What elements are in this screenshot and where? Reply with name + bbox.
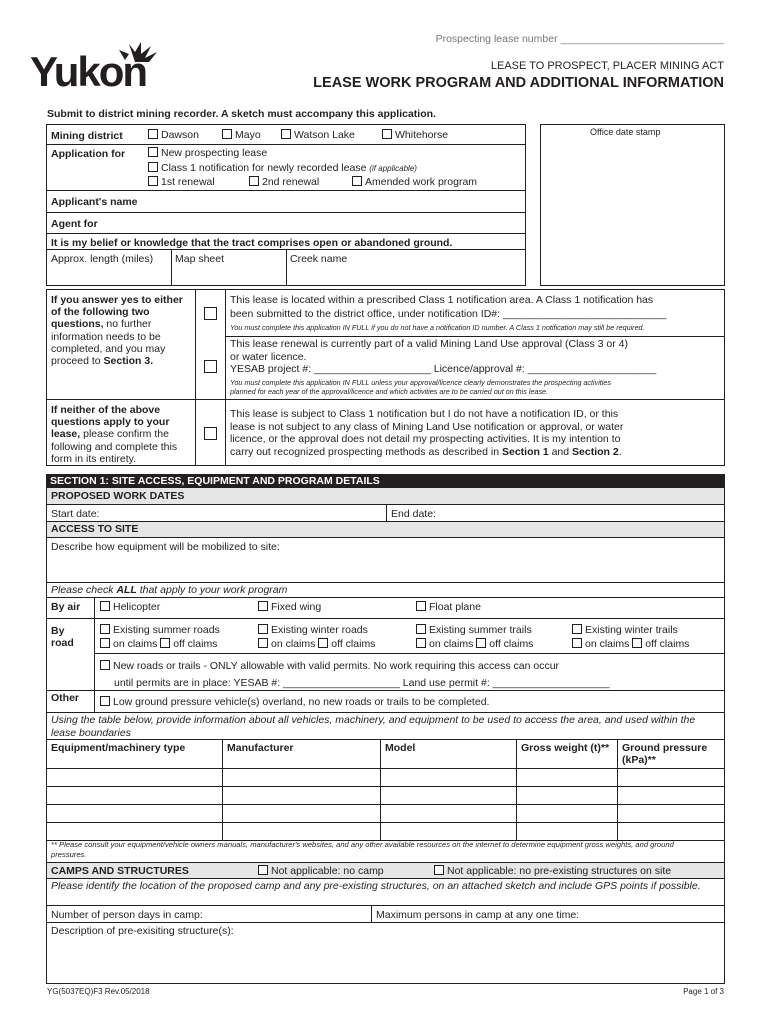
off-claims-checkbox[interactable] (160, 638, 170, 648)
district-label: Dawson (161, 129, 199, 141)
app-second-renewal-option[interactable] (249, 176, 319, 188)
q2-note: planned for each year of the approval/licence and which activities are to be carried out on this lease. (230, 386, 549, 396)
on-claims-checkbox[interactable] (572, 638, 582, 648)
on-claims-checkbox[interactable] (416, 638, 426, 648)
side-note-bold: If you answer yes to either of the following two questions, (51, 294, 183, 331)
checkbox[interactable] (148, 129, 158, 139)
person-days-label: Number of person days in camp: (51, 909, 203, 921)
q3-text-part: and (548, 446, 573, 459)
q3-line: lease is not subject to any class of Mining Land Use notification or approval, or water (230, 420, 624, 433)
no-camp-option[interactable] (258, 865, 384, 877)
checkbox[interactable] (572, 624, 582, 634)
side-note-section: Section 3. (103, 355, 154, 368)
work-dates-header: PROPOSED WORK DATES (47, 488, 724, 504)
end-date-label: End date: (391, 508, 436, 520)
q3-line: This lease is subject to Class 1 notification but I do not have a notification ID, or this (230, 408, 619, 420)
checkbox[interactable] (100, 601, 110, 611)
on-claims-checkbox[interactable] (100, 638, 110, 648)
map-sheet-label: Map sheet (175, 253, 225, 265)
yukon-logo (30, 40, 175, 95)
app-amended-option[interactable] (352, 176, 477, 188)
checkbox[interactable] (416, 624, 426, 634)
checkbox[interactable] (281, 129, 291, 139)
district-dawson[interactable] (148, 129, 199, 141)
district-whitehorse[interactable] (382, 129, 448, 141)
road-summer-trails[interactable] (416, 624, 533, 651)
checkbox[interactable] (249, 176, 259, 186)
table-header-row (47, 740, 725, 769)
checkbox[interactable] (352, 176, 362, 186)
mobilization-field[interactable] (50, 554, 720, 580)
fixed-wing-option[interactable] (258, 601, 321, 613)
by-air-label: By air (51, 601, 81, 613)
float-plane-option[interactable] (416, 601, 481, 613)
option-label: Helicopter (113, 601, 161, 613)
q3-text-part: carry out recognized prospecting methods as described in (230, 446, 502, 459)
road-winter-roads[interactable] (258, 624, 375, 651)
off-claims-checkbox[interactable] (632, 638, 642, 648)
page-title: LEASE WORK PROGRAM AND ADDITIONAL INFORMATION (313, 75, 724, 91)
no-structures-option[interactable] (434, 865, 671, 877)
option-note: (if applicable) (369, 164, 417, 173)
q3-checkbox[interactable] (204, 427, 217, 440)
checkbox[interactable] (148, 147, 158, 157)
column-header: Gross weight (t)** (517, 740, 618, 769)
option-label: Existing summer trails (429, 624, 532, 636)
checkbox[interactable] (258, 624, 268, 634)
checkbox[interactable] (434, 865, 444, 875)
camp-note: Please identify the location of the proposed camp and any pre-existing structures, on an attached sketch and include GPS points if possible. (51, 880, 701, 892)
new-roads-option[interactable] (100, 658, 609, 692)
agent-for-field[interactable] (120, 214, 520, 232)
checkbox[interactable] (100, 624, 110, 634)
table-row[interactable] (47, 769, 725, 787)
section1-title: SECTION 1: SITE ACCESS, EQUIPMENT AND PROGRAM DETAILS (46, 474, 725, 488)
option-label: on claims (585, 637, 630, 650)
q2-checkbox[interactable] (204, 360, 217, 373)
off-claims-checkbox[interactable] (318, 638, 328, 648)
start-date-label: Start date: (51, 508, 100, 520)
district-label: Mayo (235, 129, 261, 141)
option-label: Low ground pressure vehicle(s) overland, no new roads or trails to be completed. (113, 696, 490, 708)
checkbox[interactable] (100, 660, 110, 670)
table-row[interactable] (47, 805, 725, 823)
side-note-bold: If neither of the above questions apply to your lease, (51, 404, 170, 441)
side-note-text: no further information needs to be completed, and you may proceed to (51, 318, 166, 368)
side-note-1 (51, 294, 193, 367)
q1-note: You must complete this application IN FULL if you do not have a notification ID number. A Class 1 notification may still be required. (230, 323, 645, 332)
q1-line: been submitted to the district office, under notification ID#: ____________________________ (230, 307, 667, 320)
option-label: Not applicable: no camp (271, 865, 384, 877)
agent-for-label: Agent for (51, 218, 98, 230)
app-first-renewal-option[interactable] (148, 176, 215, 188)
column-header: Model (381, 740, 517, 769)
option-label: on claims (271, 637, 316, 650)
option-label: Float plane (429, 601, 481, 613)
option-label: 1st renewal (161, 176, 215, 188)
q2-line: or water licence. (230, 350, 307, 363)
option-label: on claims (429, 637, 474, 650)
option-label: Class 1 notification for newly recorded lease (161, 162, 367, 174)
low-ground-option[interactable] (100, 696, 489, 708)
checkbox[interactable] (258, 601, 268, 611)
checkbox[interactable] (382, 129, 392, 139)
instruction: Submit to district mining recorder. A sketch must accompany this application. (47, 108, 436, 120)
belief-statement: It is my belief or knowledge that the tract comprises open or abandoned ground. (51, 237, 453, 249)
lease-number-label: Prospecting lease number ____________________________ (435, 33, 724, 45)
applicant-name-label: Applicant's name (51, 196, 138, 208)
office-stamp-label: Office date stamp (590, 127, 661, 137)
option-label: off claims (173, 637, 218, 650)
camps-header: CAMPS AND STRUCTURES (51, 865, 189, 877)
option-label: New prospecting lease (161, 147, 268, 159)
option-label: 2nd renewal (262, 176, 320, 188)
side-note-text: please confirm the following and complete this form in its entirety. (51, 428, 178, 465)
app-class1-option[interactable] (148, 162, 417, 174)
option-label: off claims (645, 637, 690, 650)
access-header: ACCESS TO SITE (47, 522, 724, 537)
option-label: Fixed wing (271, 601, 322, 613)
footnote: ** Please consult your equipment/vehicle owners manuals, manufacturer's websites, and any other available resources on the internet to determine equipment gross weights, and ground pressures. (51, 840, 674, 859)
office-stamp-box (540, 124, 725, 286)
mining-district-label: Mining district (51, 130, 123, 142)
option-label: Existing winter roads (271, 624, 368, 636)
q2-line: YESAB project #: ____________________ Licence/approval #: ______________________ (230, 363, 657, 375)
q2-note: You must complete this application IN FULL unless your approval/licence clearly demonstrates the prospecting activities (230, 377, 611, 387)
permit-line: until permits are in place: YESAB #: ____________________ Land use permit #: ____________________ (114, 677, 610, 689)
max-persons-label: Maximum persons in camp at any one time: (376, 909, 580, 921)
describe-mobilization-label: Describe how equipment will be mobilized to site: (51, 541, 280, 553)
option-label: Amended work program (365, 176, 478, 188)
by-road-line: road (51, 637, 74, 649)
by-road-line: By (51, 625, 65, 637)
option-label: on claims (113, 637, 158, 650)
checkbox[interactable] (258, 865, 268, 875)
by-road-label (51, 625, 74, 649)
district-label: Watson Lake (294, 129, 355, 141)
app-new-option[interactable] (148, 147, 267, 159)
other-label: Other (51, 692, 80, 704)
district-label: Whitehorse (395, 129, 449, 141)
instruction-part: Please check (51, 584, 117, 596)
checkbox[interactable] (222, 129, 232, 139)
option-label: Not applicable: no pre-existing structures on site (447, 865, 672, 877)
page-number: Page 1 of 3 (683, 987, 724, 996)
table-row[interactable] (47, 823, 725, 841)
check-all-instruction (51, 584, 287, 596)
checkbox[interactable] (148, 176, 158, 186)
q2-line: This lease renewal is currently part of a valid Mining Land Use approval (Class 3 or 4) (230, 338, 629, 350)
equipment-table (46, 739, 725, 841)
q3-line: licence, or the approval does not detail my prospecting activities. It is my intention to (230, 433, 621, 446)
application-for-label: Application for (51, 148, 126, 160)
option-label: Existing summer roads (113, 624, 220, 636)
checkbox[interactable] (416, 601, 426, 611)
creek-name-label: Creek name (290, 253, 348, 265)
road-summer-roads[interactable] (100, 624, 220, 651)
checkbox[interactable] (148, 162, 158, 172)
road-winter-trails[interactable] (572, 624, 689, 651)
helicopter-option[interactable] (100, 601, 160, 613)
option-label: New roads or trails - ONLY allowable with valid permits. No work requiring this access can occur (113, 660, 560, 672)
q3-section-ref: Section 2 (572, 446, 619, 459)
district-watson-lake[interactable] (281, 129, 355, 141)
on-claims-checkbox[interactable] (258, 638, 268, 648)
q2-text (230, 338, 656, 396)
applicant-name-field[interactable] (160, 192, 520, 210)
length-label: Approx. length (miles) (51, 253, 154, 265)
q1-text (230, 294, 666, 334)
table-intro: Using the table below, provide information about all vehicles, machinery, and equipment to be used to access the area, and used within the lease boundaries (51, 714, 696, 739)
structures-description-label: Description of pre-exisiting structure(s): (51, 925, 234, 937)
instruction-part: that apply to your work program (136, 584, 288, 596)
column-header: Manufacturer (223, 740, 381, 769)
q3-text-part: . (618, 446, 622, 459)
district-mayo[interactable] (222, 129, 261, 141)
column-header: Equipment/machinery type (47, 740, 223, 769)
q1-checkbox[interactable] (204, 307, 217, 320)
q1-line: This lease is located within a prescribed Class 1 notification area. A Class 1 notification has (230, 294, 654, 306)
table-row[interactable] (47, 787, 725, 805)
option-label: off claims (489, 637, 534, 650)
checkbox[interactable] (100, 696, 110, 706)
q3-line (230, 446, 623, 459)
structures-description-field[interactable] (50, 938, 720, 980)
q3-text (230, 408, 623, 459)
form-id: YG(5037EQ)F3 Rev.05/2018 (47, 987, 150, 996)
column-header: Ground pressure (kPa)** (618, 740, 725, 769)
side-note-2 (51, 404, 193, 465)
off-claims-checkbox[interactable] (476, 638, 486, 648)
option-label: off claims (331, 637, 376, 650)
instruction-emphasis: ALL (116, 584, 137, 596)
q3-section-ref: Section 1 (501, 446, 549, 459)
logo-wordmark: Yukon (30, 48, 147, 95)
act-label: LEASE TO PROSPECT, PLACER MINING ACT (490, 60, 724, 72)
option-label: Existing winter trails (585, 624, 678, 636)
